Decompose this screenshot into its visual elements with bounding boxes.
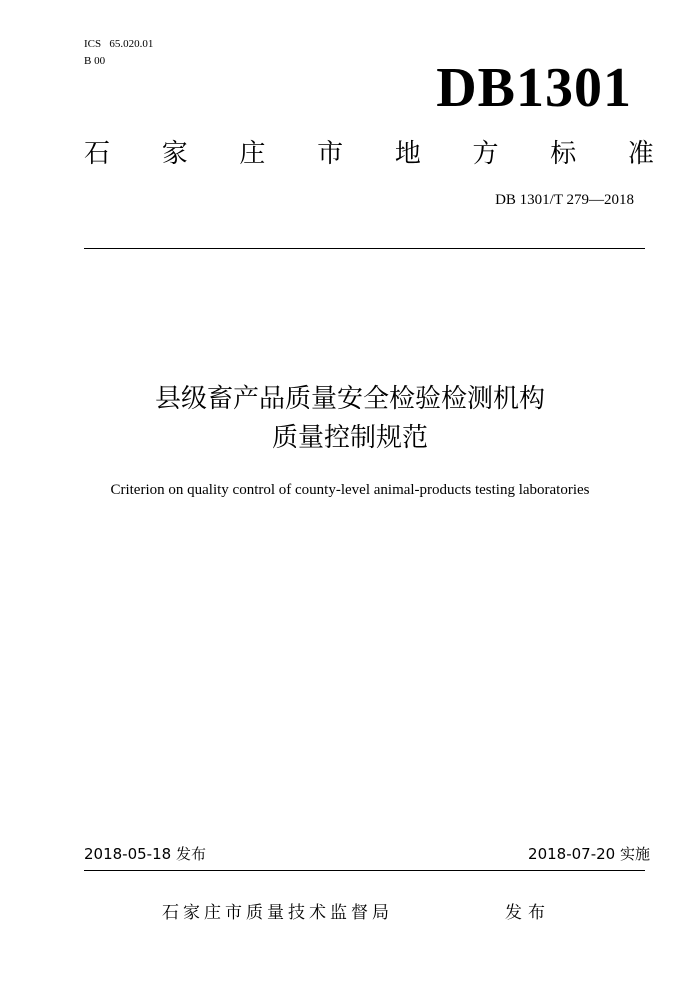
publish-date: 2018-05-18 发布 [84, 845, 206, 863]
standard-type-char: 石 [84, 139, 111, 169]
standard-type-char: 方 [472, 139, 499, 169]
issuer: 石家庄市质量技术监督局 [162, 903, 393, 923]
issue-label: 发布 [505, 903, 551, 923]
standard-type-char: 家 [161, 139, 188, 169]
standard-type-char: 地 [394, 139, 421, 169]
db-code: DB1301 [436, 57, 632, 119]
standard-type-char: 标 [550, 139, 577, 169]
standard-type [84, 136, 654, 172]
standard-type-char: 庄 [239, 139, 266, 169]
implement-date: 2018-07-20 实施 [528, 845, 650, 863]
ics-code: ICS 65.020.01 [84, 38, 154, 50]
standard-type-char: 准 [627, 139, 654, 169]
title-line-2: 质量控制规范 [271, 423, 428, 453]
top-divider [84, 248, 645, 249]
standard-type-char: 市 [317, 139, 344, 169]
english-title: Criterion on quality control of county-level animal-products testing laboratories [110, 482, 590, 498]
bottom-divider [84, 870, 645, 871]
ccs-code: B 00 [84, 55, 106, 67]
standard-number: DB 1301/T 279—2018 [495, 192, 634, 208]
title-line-1: 县级畜产品质量安全检验检测机构 [154, 384, 545, 414]
